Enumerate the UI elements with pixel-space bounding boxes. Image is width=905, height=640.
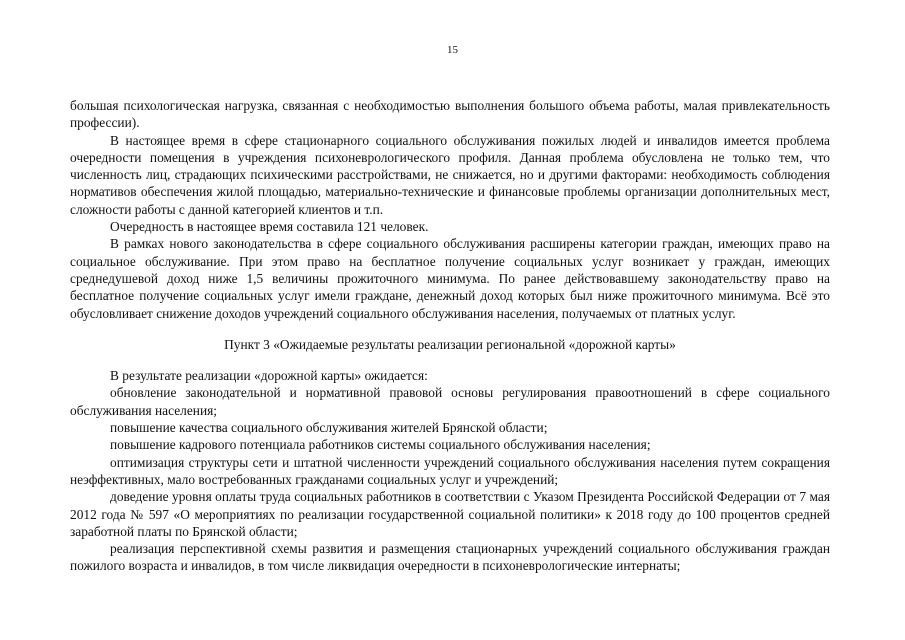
list-item: оптимизация структуры сети и штатной численности учреждений социального обслуживания населения путем сокращения неэффективных, мало востребованных гражданами социальных услуг и учреждений; — [70, 454, 830, 487]
list-item: доведение уровня оплаты труда социальных работников в соответствии с Указом Президента Российской Федерации от 7 мая 2012 года № 597 «О мероприятиях по реализации государственной социальной политики» к 2018 году до 100 процентов средней заработной платы по Брянской области; — [70, 489, 830, 539]
list-item: повышение качества социального обслуживания жителей Брянской области; — [110, 420, 548, 436]
list-item: обновление законодательной и нормативной правовой основы регулирования правоотношений в сфере социального обслуживания населения; — [70, 385, 830, 418]
paragraph: большая психологическая нагрузка, связанная с необходимостью выполнения большого объема работы, малая привлекательность профессии). — [70, 98, 830, 131]
page-number: 15 — [447, 44, 458, 56]
section-heading: Пункт 3 «Ожидаемые результаты реализации региональной «дорожной карты» — [224, 336, 676, 352]
paragraph: В настоящее время в сфере стационарного социального обслуживания пожилых людей и инвалидов имеется проблема очередности помещения в учреждения психоневрологического профиля. Данная проблема обусловлена не только тем, что численность лиц, страдающих психическими расстройствами, не снижается, но и другими факторами: необходимость соблюдения нормативов обеспечения жилой площадью, материально-технические и финансовые проблемы организации дополнительных мест, сложности работы с данной категорией клиентов и т.п. — [70, 132, 830, 217]
paragraph: В рамках нового законодательства в сфере социального обслуживания расширены категории граждан, имеющих право на социальное обслуживание. При этом право на бесплатное получение социальных услуг возникает у граждан, имеющих среднедушевой доход ниже 1,5 величины прожиточного минимума. По ранее действовавшему законодательству право на бесплатное получение социальных услуг имели граждане, денежный доход которых был ниже прожиточного минимума. Всё это обусловливает снижение доходов учреждений социального обслуживания населения, получаемых от платных услуг. — [70, 236, 830, 321]
paragraph: В результате реализации «дорожной карты» ожидается: — [110, 368, 428, 384]
list-item: повышение кадрового потенциала работников системы социального обслуживания населения; — [110, 437, 651, 453]
list-item: реализация перспективной схемы развития и размещения стационарных учреждений социального обслуживания граждан пожилого возраста и инвалидов, в том числе ликвидация очередности в психоневрологические интернаты; — [70, 541, 830, 574]
document-body — [70, 97, 830, 575]
paragraph: Очередность в настоящее время составила 121 человек. — [110, 219, 429, 235]
